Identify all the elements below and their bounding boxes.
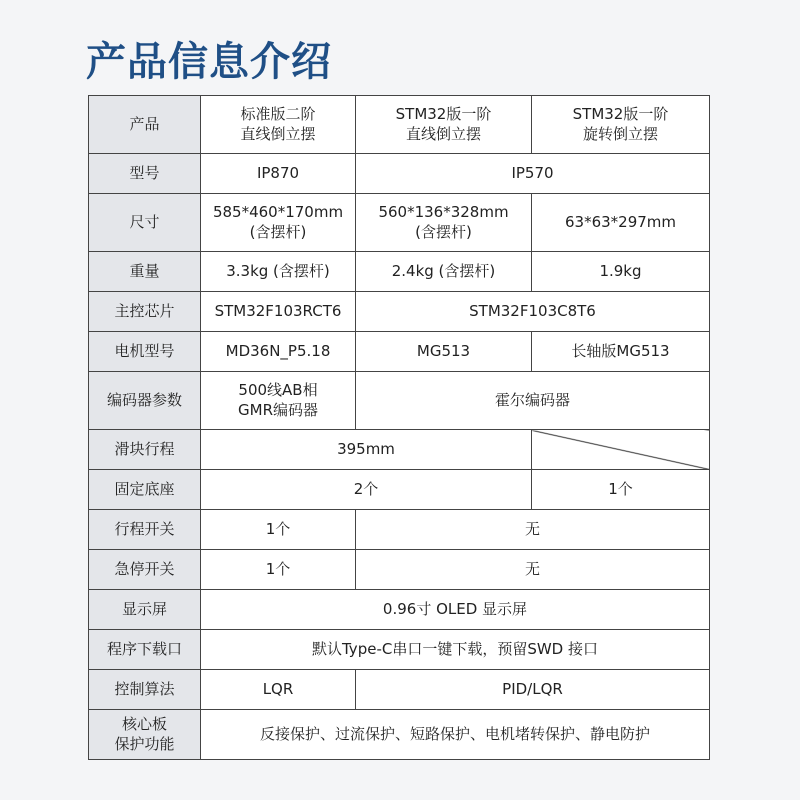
cell-text: 标准版二阶 直线倒立摆 — [240, 105, 316, 143]
cell-product-c3 — [532, 96, 710, 154]
cell-text: LQR — [262, 679, 294, 698]
cell-product-c2 — [356, 96, 532, 154]
cell-text: 急停开关 — [114, 559, 175, 578]
cell-size-c2 — [356, 194, 532, 252]
cell-text: 2.4kg (含摆杆) — [391, 261, 496, 280]
cell-limit-c1 — [201, 510, 356, 550]
cell-text: 控制算法 — [114, 679, 175, 698]
table-row-download — [89, 630, 710, 670]
cell-text: STM32F103RCT6 — [214, 301, 342, 320]
cell-text: IP870 — [256, 163, 300, 182]
row-label-limit — [89, 510, 201, 550]
row-label-travel — [89, 430, 201, 470]
row-label-algo — [89, 670, 201, 710]
cell-text: 显示屏 — [121, 599, 167, 618]
cell-text: 1个 — [265, 519, 291, 538]
cell-estop-c1 — [201, 550, 356, 590]
table-row-model — [89, 154, 710, 194]
cell-text: 长轴版MG513 — [571, 341, 670, 360]
table-row-chip — [89, 292, 710, 332]
cell-text: 2个 — [353, 479, 379, 498]
cell-text: IP570 — [511, 163, 554, 182]
row-label-size — [89, 194, 201, 252]
cell-text: 霍尔编码器 — [494, 390, 570, 409]
cell-text: 无 — [524, 559, 540, 578]
cell-chip-c1 — [201, 292, 356, 332]
cell-motor-c3 — [532, 332, 710, 372]
cell-product-c1 — [201, 96, 356, 154]
table-row-estop — [89, 550, 710, 590]
cell-text: 585*460*170mm (含摆杆) — [212, 203, 344, 241]
table-row-travel — [89, 430, 710, 470]
row-label-model — [89, 154, 201, 194]
product-spec-table — [88, 95, 710, 760]
cell-weight-c2 — [356, 252, 532, 292]
row-label-product — [89, 96, 201, 154]
table-row-protect — [89, 710, 710, 760]
table-row-algo — [89, 670, 710, 710]
cell-text: STM32F103C8T6 — [469, 301, 596, 320]
cell-text: PID/LQR — [502, 679, 563, 698]
cell-travel-c12 — [201, 430, 532, 470]
cell-text: 1个 — [608, 479, 633, 498]
cell-weight-c3 — [532, 252, 710, 292]
cell-text: 核心板 保护功能 — [114, 715, 175, 753]
cell-motor-c1 — [201, 332, 356, 372]
row-label-motor — [89, 332, 201, 372]
cell-text: 尺寸 — [129, 212, 160, 231]
cell-base-c3 — [532, 470, 710, 510]
cell-text: STM32版一阶 直线倒立摆 — [395, 105, 492, 143]
cell-text: 0.96寸 OLED 显示屏 — [382, 599, 528, 618]
cell-text: 电机型号 — [114, 341, 175, 360]
cell-text: 固定底座 — [114, 479, 175, 498]
cell-text: 行程开关 — [114, 519, 175, 538]
cell-protect-all — [201, 710, 710, 760]
cell-model-c1 — [201, 154, 356, 194]
cell-algo-c23 — [356, 670, 710, 710]
cell-text: 560*136*328mm (含摆杆) — [378, 203, 509, 241]
cell-text: STM32版一阶 旋转倒立摆 — [572, 105, 669, 143]
table-row-display — [89, 590, 710, 630]
row-label-encoder — [89, 372, 201, 430]
row-label-display — [89, 590, 201, 630]
cell-chip-c23 — [356, 292, 710, 332]
cell-model-c23 — [356, 154, 710, 194]
table-row-encoder — [89, 372, 710, 430]
cell-text: 63*63*297mm — [564, 212, 677, 231]
table-row-base — [89, 470, 710, 510]
cell-text: 500线AB相 GMR编码器 — [238, 381, 318, 419]
cell-size-c1 — [201, 194, 356, 252]
row-label-estop — [89, 550, 201, 590]
cell-motor-c2 — [356, 332, 532, 372]
table-row-size — [89, 194, 710, 252]
cell-text: 重量 — [129, 261, 160, 280]
cell-text: 默认Type-C串口一键下载，预留SWD 接口 — [311, 639, 598, 658]
cell-base-c12 — [201, 470, 532, 510]
cell-text: 1个 — [265, 559, 291, 578]
cell-text: 主控芯片 — [114, 301, 175, 320]
cell-encoder-c23 — [356, 372, 710, 430]
cell-size-c3 — [532, 194, 710, 252]
cell-text: 产品 — [129, 114, 160, 133]
cell-text: MG513 — [416, 341, 471, 360]
cell-weight-c1 — [201, 252, 356, 292]
cell-encoder-c1 — [201, 372, 356, 430]
table-row-motor — [89, 332, 710, 372]
page-title: 产品信息介绍 — [86, 39, 332, 85]
row-label-chip — [89, 292, 201, 332]
cell-limit-c23 — [356, 510, 710, 550]
table-row-product — [89, 96, 710, 154]
table-row-limit — [89, 510, 710, 550]
cell-display-all — [201, 590, 710, 630]
cell-text: 3.3kg (含摆杆) — [226, 261, 330, 280]
cell-text: 滑块行程 — [114, 439, 175, 458]
cell-download-all — [201, 630, 710, 670]
cell-text: 型号 — [129, 163, 160, 182]
cell-text: 395mm — [337, 439, 395, 458]
row-label-download — [89, 630, 201, 670]
cell-travel-empty-diagonal — [532, 430, 710, 470]
cell-text: 编码器参数 — [106, 390, 182, 409]
row-label-base — [89, 470, 201, 510]
cell-text: 无 — [524, 519, 540, 538]
row-label-weight — [89, 252, 201, 292]
cell-text: 1.9kg — [599, 261, 642, 280]
cell-text: MD36N_P5.18 — [225, 341, 331, 360]
cell-estop-c23 — [356, 550, 710, 590]
row-label-protect — [89, 710, 201, 760]
cell-text: 程序下载口 — [106, 639, 182, 658]
table-row-weight — [89, 252, 710, 292]
cell-algo-c1 — [201, 670, 356, 710]
cell-text: 反接保护、过流保护、短路保护、电机堵转保护、静电防护 — [259, 724, 650, 743]
